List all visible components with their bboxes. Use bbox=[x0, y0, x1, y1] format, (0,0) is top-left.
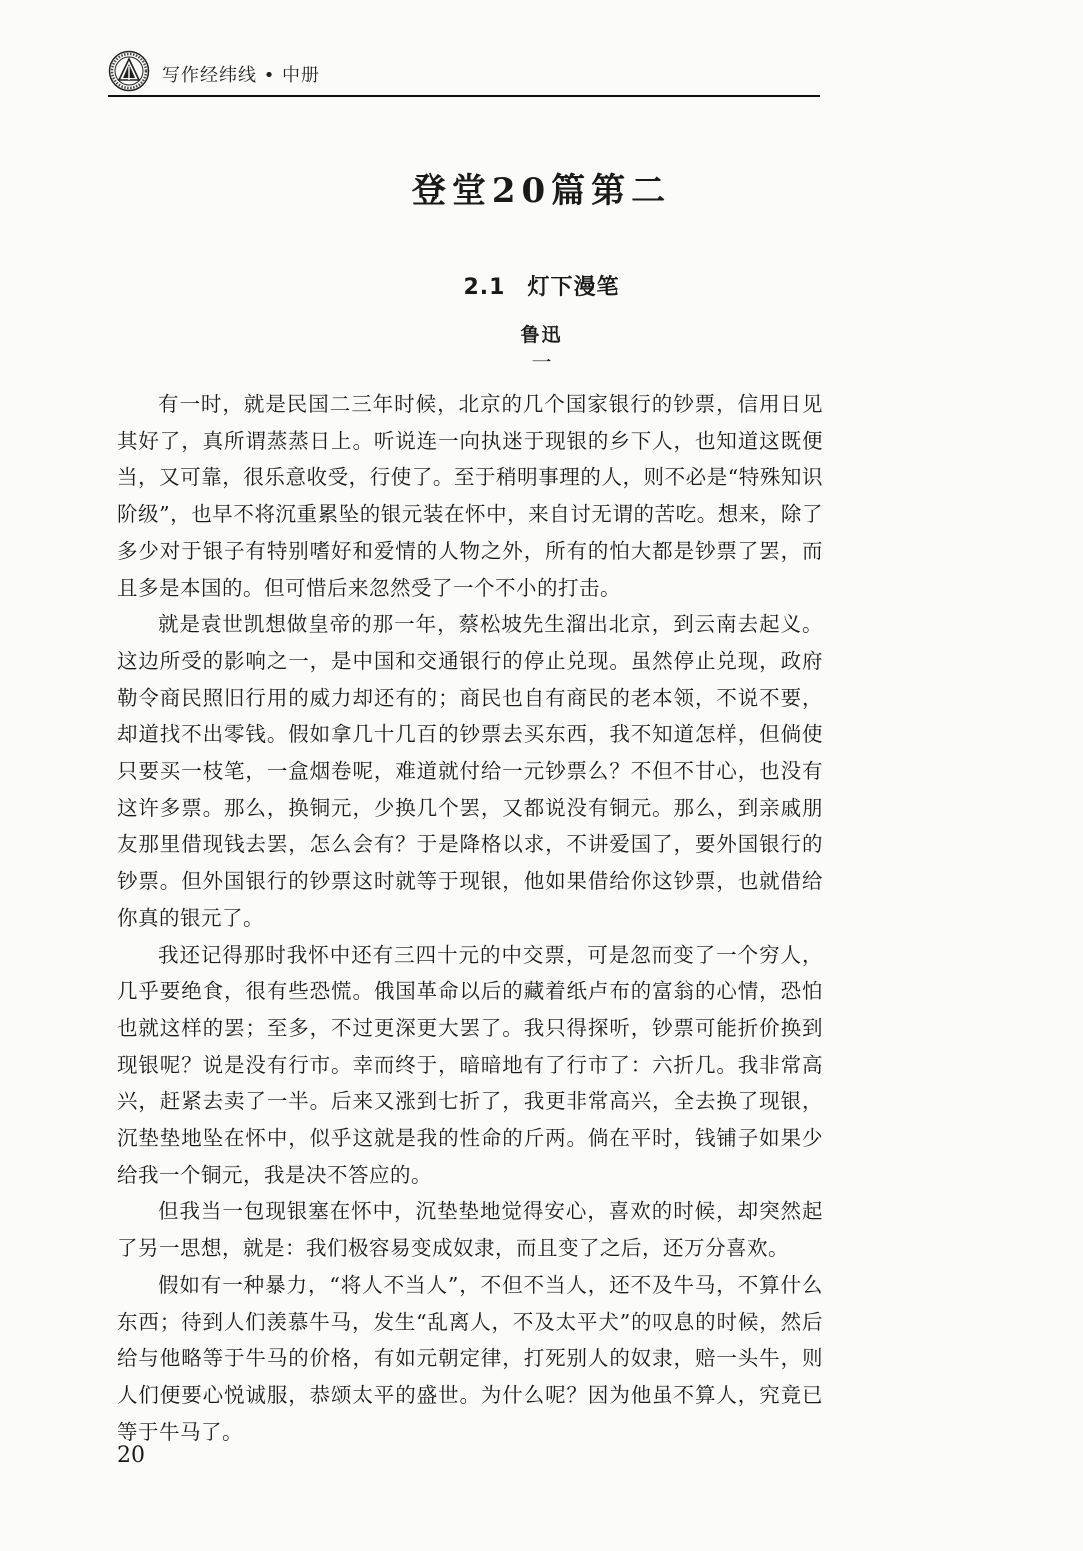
author-name: 鲁迅 bbox=[520, 324, 563, 346]
paragraph: 假如有一种暴力，“将人不当人”，不但不当人，还不及牛马，不算什么东西；待到人们羡慕牛马，发生“乱离人，不及太平犬”的叹息的时候，然后给与他略等于牛马的价格，有如元朝定律，打死别人的奴隶，赔一头牛，则人们便要心悦诚服，恭颂太平的盛世。为什么呢？因为他虽不算人，究竟已等于牛马了。 bbox=[117, 1272, 823, 1444]
publisher-logo-icon bbox=[108, 50, 150, 92]
section-heading bbox=[0, 270, 1083, 301]
paragraph: 但我当一包现银塞在怀中，沉垫垫地觉得安心，喜欢的时候，却突然起了另一思想，就是：我们极容易变成奴隶，而且变了之后，还万分喜欢。 bbox=[117, 1199, 823, 1261]
paragraph: 有一时，就是民国二三年时候，北京的几个国家银行的钞票，信用日见其好了，真所谓蒸蒸日上。听说连一向执迷于现银的乡下人，也知道这既便当，又可靠，很乐意收受，行使了。至于稍明事理的人，则不必是“特殊知识阶级”，也早不将沉重累坠的银元装在怀中，来自讨无谓的苦吃。想来，除了多少对于银子有特别嗜好和爱情的人物之外，所有的怕大都是钞票了罢，而且多是本国的。但可惜后来忽然受了一个不小的打击。 bbox=[117, 392, 823, 600]
running-header bbox=[108, 50, 820, 96]
header-rule bbox=[108, 95, 820, 97]
body-text bbox=[117, 386, 823, 1450]
paragraph: 我还记得那时我怀中还有三四十元的中交票，可是忽而变了一个穷人，几乎要绝食，很有些恐慌。俄国革命以后的藏着纸卢布的富翁的心情，恐怕也就这样的罢；至多，不过更深更大罢了。我只得探听，钞票可能折价换到现银呢？说是没有行市。幸而终于，暗暗地有了行市了：六折几。我非常高兴，赶紧去卖了一半。后来又涨到七折了，我更非常高兴，全去换了现银，沉垫垫地坠在怀中，似乎这就是我的性命的斤两。倘在平时，钱铺子如果少给我一个铜元，我是决不答应的。 bbox=[117, 942, 823, 1187]
chapter-title: 登堂20篇第二 bbox=[411, 171, 672, 211]
page-number: 20 bbox=[117, 1443, 145, 1468]
paragraph: 就是袁世凯想做皇帝的那一年，蔡松坡先生溜出北京，到云南去起义。这边所受的影响之一，是中国和交通银行的停止兑现。虽然停止兑现，政府勒令商民照旧行用的威力却还有的；商民也自有商民的老本领，不说不要，却道找不出零钱。假如拿几十几百的钞票去买东西，我不知道怎样，但倘使只要买一枝笔，一盒烟卷呢，难道就付给一元钞票么？不但不甘心，也没有这许多票。那么，换铜元，少换几个罢，又都说没有铜元。那么，到亲戚朋友那里借现钱去罢，怎么会有？于是降格以求，不讲爱国了，要外国银行的钞票。但外国银行的钞票这时就等于现银，他如果借给你这钞票，也就借给你真的银元了。 bbox=[117, 612, 823, 930]
section-title: 灯下漫笔 bbox=[527, 275, 620, 300]
book-title: 写作经纬线 • 中册 bbox=[162, 65, 321, 86]
section-number: 2.1 bbox=[463, 275, 506, 300]
part-marker: 一 bbox=[531, 350, 552, 374]
